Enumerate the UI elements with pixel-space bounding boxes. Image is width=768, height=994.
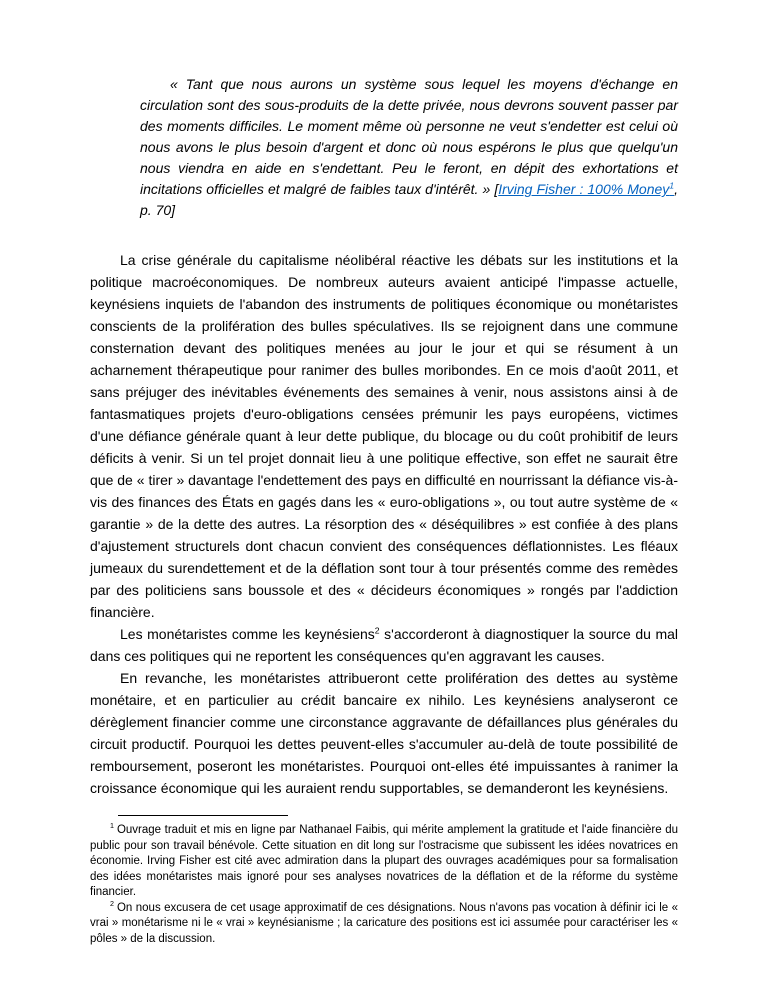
footnotes-section [90, 815, 678, 947]
footnote-1-text: Ouvrage traduit et mis en ligne par Nathanael Faibis, qui mérite amplement la gratitude et l'aide financière du public pour son travail bénévole. Cette situation en dit long sur l'ostracisme que subissent les idées novatrices en économie. Irving Fisher est cité avec admiration dans la plupart des ouvrages académiques pour sa formalisation des idées monétaristes mais ignoré pour ses analyses novatrices de la déflation et de la réforme du système financier. [90, 824, 678, 898]
fisher-money-link-text[interactable]: Irving Fisher : 100% Money [498, 181, 670, 197]
fisher-money-link[interactable] [498, 181, 674, 197]
paragraph-2 [90, 623, 678, 667]
paragraph-3: En revanche, les monétaristes attribueront cette prolifération des dettes au système monétaire, et en particulier au crédit bancaire ex nihilo. Les keynésiens analyseront ce dérèglement financier comme une circonstance aggravante de défaillances plus générales du circuit productif. Pourquoi les dettes peuvent-elles s'accumuler au-delà de toute possibilité de remboursement, poseront les monétaristes. Pourquoi ont-elles été impuissantes à ranimer la croissance économique qui les auraient rendu supportables, se demanderont les keynésiens. [90, 670, 678, 796]
quote-citation-suffix: , p. 70] [140, 181, 678, 218]
paragraph-2-text-before: Les monétaristes comme les keynésiens [120, 626, 375, 642]
quote-paragraph [140, 74, 678, 221]
footnote-ref-1[interactable]: 1 [669, 180, 675, 191]
body-text [90, 249, 678, 799]
footnote-1 [90, 823, 678, 901]
footnote-ref-2[interactable]: 2 [374, 625, 380, 636]
footnote-2 [90, 901, 678, 948]
paragraph-2-text-after: s'accorderont à diagnostiquer la source du mal dans ces politiques qui ne reportent les conséquences qu'en aggravant les causes. [90, 626, 678, 664]
footnote-1-number: 1 [110, 822, 114, 831]
footnote-2-text: On nous excusera de cet usage approximatif de ces désignations. Nous n'avons pas vocation à définir ici le « vrai » monétarisme ni le « vrai » keynésianisme ; la caricature des positions est ici assumée pour caractériser les « pôles » de la discussion. [90, 901, 678, 945]
footnote-2-number: 2 [110, 899, 114, 908]
paragraph-1: La crise générale du capitalisme néolibéral réactive les débats sur les institutions et la politique macroéconomiques. De nombreux auteurs avaient anticipé l'impasse actuelle, keynésiens inquiets de l'abandon des instruments de politiques économique ou monétaristes conscients de la prolifération des bulles spéculatives. Ils se rejoignent dans une commune consternation devant des politiques menées au jour le jour et qui se résument à un acharnement thérapeutique pour ranimer des bulles moribondes. En ce mois d'août 2011, et sans préjuger des inévitables événements des semaines à venir, nous assistons ainsi à de fantasmatiques projets d'euro-obligations censées prémunir les pays européens, victimes d'une défiance générale quant à leur dette publique, du blocage ou du coût prohibitif de leurs déficits à venir. Si un tel projet donnait lieu à une politique effective, son effet ne saurait être que de « tirer » davantage l'endettement des pays en difficulté en nourrissant la défiance vis-à-vis des finances des États en gagés dans les « euro-obligations », ou tout autre système de « garantie » de la dette des autres. La résorption des « déséquilibres » est confiée à des plans d'ajustement structurels dont chacun convient des conséquences déflationnistes. Les fléaux jumeaux du surendettement et de la déflation sont tour à tour présentés comme des remèdes par des politiciens sans boussole et des « décideurs économiques » rongés par l'addiction financière. [90, 252, 678, 620]
footnote-separator [118, 815, 288, 816]
quote-text: « Tant que nous aurons un système sous lequel les moyens d'échange en circulation sont des sous-produits de la dette privée, nous devrons souvent passer par des moments difficiles. Le moment même où personne ne veut s'endetter est celui où nous avons le plus besoin d'argent et donc où nous espérons le plus que quelqu'un nous viendra en aide en s'endettant. Peu le feront, en dépit des exhortations et incitations officielles et malgré de faibles taux d'intérêt. » [ [140, 76, 678, 197]
